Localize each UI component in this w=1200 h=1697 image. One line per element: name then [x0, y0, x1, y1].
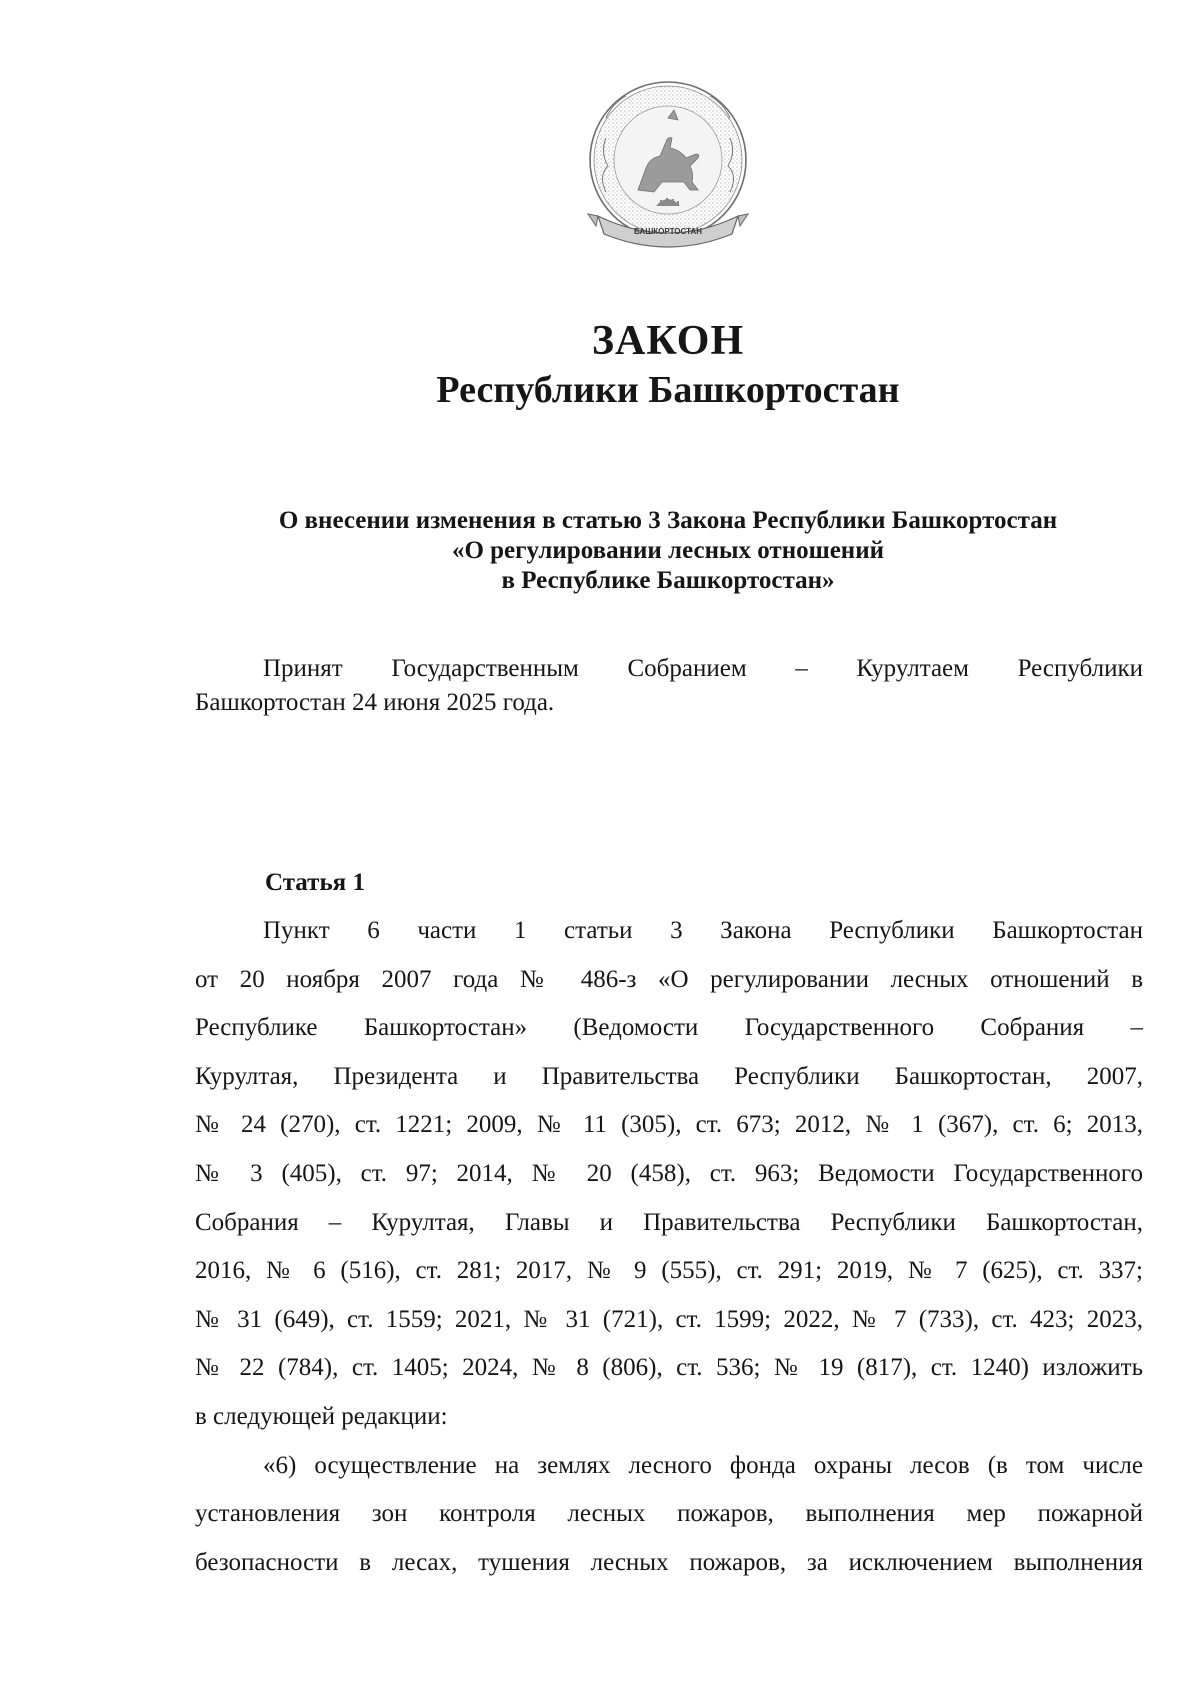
text-line: Собрания – Курултая, Главы и Правительства Республики Башкортостан,: [195, 1208, 1143, 1236]
text-line: безопасности в лесах, тушения лесных пожаров, за исключением выполнения: [195, 1548, 1143, 1576]
text-line: Республике Башкортостан» (Ведомости Государственного Собрания –: [195, 1014, 1143, 1042]
article-1-title: Статья 1: [265, 869, 365, 896]
bashkortostan-coat-of-arms-icon: [576, 78, 760, 256]
emblem-ribbon-text: БАШКОРТОСТАН: [633, 227, 703, 236]
text-line: Курултая, Президента и Правительства Республики Башкортостан, 2007,: [195, 1062, 1143, 1090]
article-1-paragraph-1: [195, 907, 1143, 1442]
adoption-line-1: Принят Государственным Собранием – Курултаем Республики: [263, 655, 1143, 682]
article-1-paragraph-2: [195, 1442, 1143, 1588]
text-line: установления зон контроля лесных пожаров, выполнения мер пожарной: [195, 1500, 1143, 1528]
document-issuer-title: Республики Башкортостан: [436, 369, 900, 411]
law-heading-line-1: О внесении изменения в статью 3 Закона Республики Башкортостан: [278, 507, 1058, 534]
text-line: 2016, № 6 (516), ст. 281; 2017, № 9 (555), ст. 291; 2019, № 7 (625), ст. 337;: [195, 1257, 1143, 1285]
adoption-statement: [195, 652, 1143, 720]
text-line: № 22 (784), ст. 1405; 2024, № 8 (806), ст. 536; № 19 (817), ст. 1240) изложить: [195, 1354, 1143, 1382]
law-heading-line-3: в Республике Башкортостан»: [501, 567, 835, 594]
article-1-body: [195, 907, 1143, 1587]
text-line: «6) осуществление на землях лесного фонда охраны лесов (в том числе: [263, 1451, 1143, 1479]
text-line: Пункт 6 части 1 статьи 3 Закона Республики Башкортостан: [263, 917, 1143, 944]
text-line: № 31 (649), ст. 1559; 2021, № 31 (721), ст. 1599; 2022, № 7 (733), ст. 423; 2023,: [195, 1305, 1143, 1333]
text-line: № 3 (405), ст. 97; 2014, № 20 (458), ст. 963; Ведомости Государственного: [195, 1159, 1143, 1187]
text-line: в следующей редакции:: [195, 1402, 448, 1430]
adoption-line-2: Башкортостан 24 июня 2025 года.: [195, 689, 555, 716]
law-heading: [0, 506, 1200, 596]
text-line: № 24 (270), ст. 1221; 2009, № 11 (305), ст. 673; 2012, № 1 (367), ст. 6; 2013,: [195, 1111, 1143, 1139]
law-heading-line-2: «О регулировании лесных отношений: [451, 537, 885, 564]
document-type-title: ЗАКОН: [591, 318, 745, 364]
text-line: от 20 ноября 2007 года № 486-з «О регулировании лесных отношений в: [195, 965, 1143, 993]
